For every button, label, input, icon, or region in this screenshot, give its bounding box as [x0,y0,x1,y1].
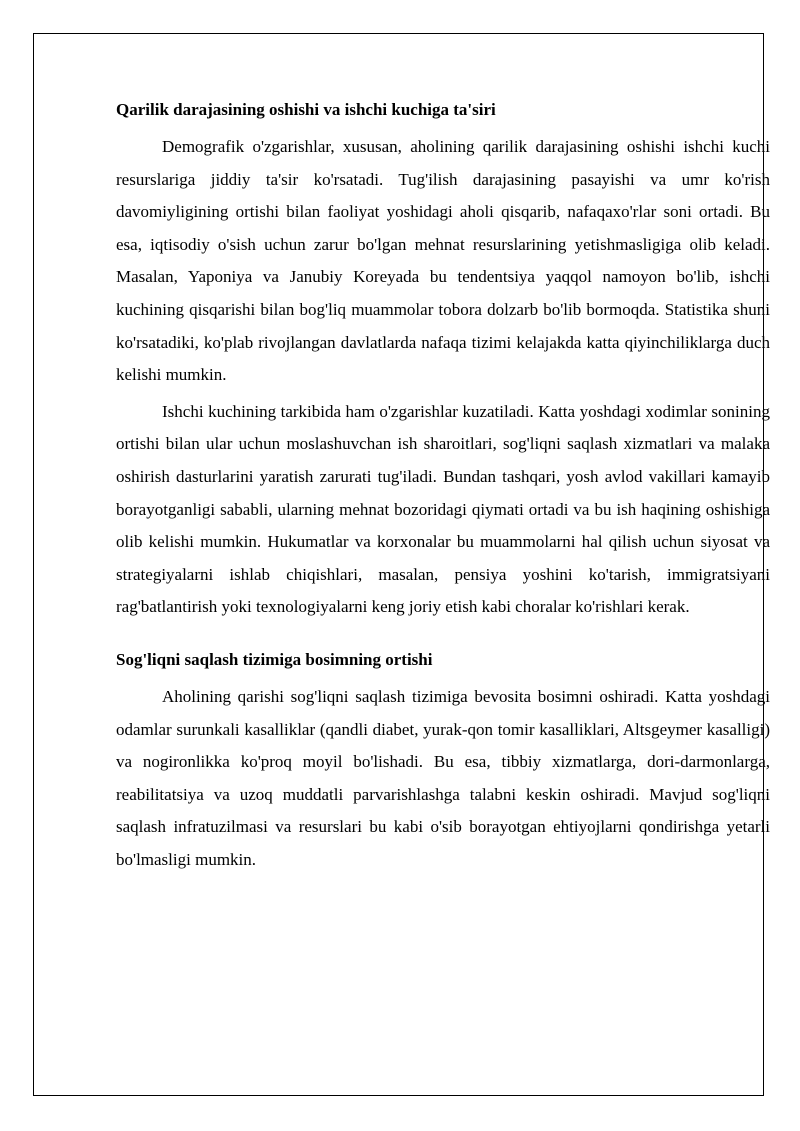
paragraph-healthcare-pressure: Aholining qarishi sog'liqni saqlash tizimiga bevosita bosimni oshiradi. Katta yoshdagi odamlar surunkali kasalliklar (qandli diabet, yurak-qon tomir kasalliklari, Altsgeymer kasalligi) va nogironlikka ko'proq moyil bo'lishadi. Bu esa, tibbiy xizmatlarga, dori-darmonlarga, reabilitatsiya va uzoq muddatli parvarishlashga talabni keskin oshiradi. Mavjud sog'liqni saqlash infratuzilmasi va resurslari bu kabi o'sib borayotgan ehtiyojlarni qondirishga yetarli bo'lmasligi mumkin. [116,686,770,869]
section-heading-healthcare-pressure: Sog'liqni saqlash tizimiga bosimning ortishi [116,649,433,669]
paragraph-demographic-changes: Demografik o'zgarishlar, xususan, aholining qarilik darajasining oshishi ishchi kuchi resurslariga jiddiy ta'sir ko'rsatadi. Tug'ilish darajasining pasayishi va umr ko'rish davomiyligining ortishi bilan faoliyat yoshidagi aholi qisqarib, nafaqaxo'rlar soni ortadi. Bu esa, iqtisodiy o'sish uchun zarur bo'lgan mehnat resurslarining yetishmasligiga olib keladi. Masalan, Yaponiya va Janubiy Koreyada bu tendentsiya yaqqol namoyon bo'lib, ishchi kuchining qisqarishi bilan bog'liq muammolar tobora dolzarb bo'lib bormoqda. Statistika shuni ko'rsatadiki, ko'plab rivojlangan davlatlarda nafaqa tizimi kelajakda katta qiyinchiliklarga duch kelishi mumkin. [116,137,770,385]
document-body [116,95,770,880]
paragraph-workforce-composition: Ishchi kuchining tarkibida ham o'zgarishlar kuzatiladi. Katta yoshdagi xodimlar sonining ortishi bilan ular uchun moslashuvchan ish sharoitlari, sog'liqni saqlash xizmatlari va malaka oshirish dasturlarini yaratish zarurati tug'iladi. Bundan tashqari, yosh avlod vakillari kamayib borayotganligi sababli, ularning mehnat bozoridagi qiymati ortadi va bu ish haqining oshishiga olib kelishi mumkin. Hukumatlar va korxonalar bu muammolarni hal qilish uchun siyosat va strategiyalarni ishlab chiqishlari, masalan, pensiya yoshini ko'tarish, immigratsiyani rag'batlantirish yoki texnologiyalarni keng joriy etish kabi choralar ko'rishlari kerak. [116,401,770,617]
section-heading-aging-workforce: Qarilik darajasining oshishi va ishchi kuchiga ta'siri [116,100,496,119]
